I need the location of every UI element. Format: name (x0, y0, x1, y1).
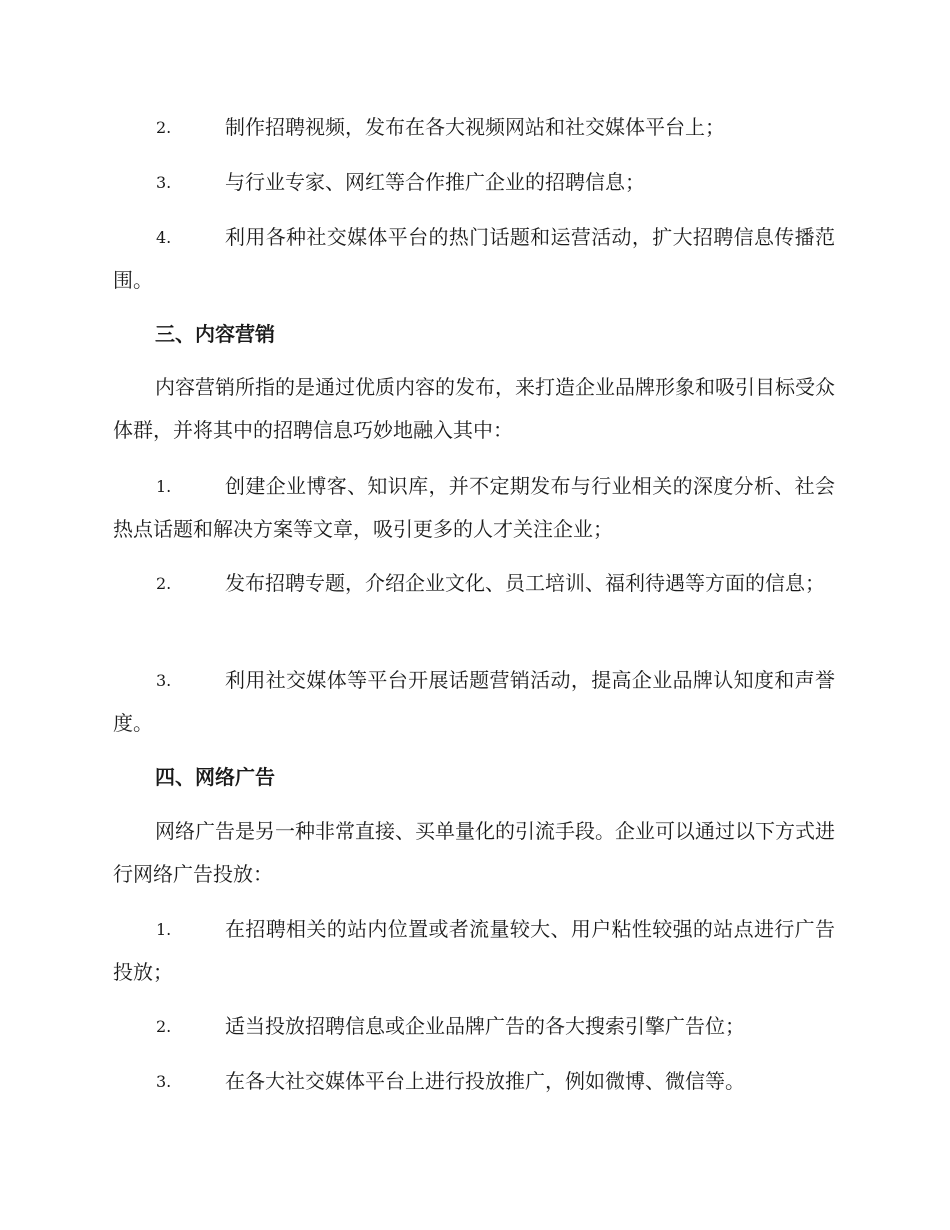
list-number: 1. (156, 920, 172, 939)
section-heading: 四、网络广告 (155, 765, 275, 789)
list-item (113, 1060, 835, 1103)
list-text: 在各大社交媒体平台上进行投放推广，例如微博、微信等。 (225, 1069, 745, 1093)
list-item (113, 659, 835, 745)
list-number: 3. (156, 671, 172, 690)
list-item (113, 908, 835, 994)
section-intro: 内容营销所指的是通过优质内容的发布，来打造企业品牌形象和吸引目标受众体群，并将其中的招聘信息巧妙地融入其中： (113, 375, 835, 442)
list-text: 制作招聘视频，发布在各大视频网站和社交媒体平台上； (225, 115, 725, 139)
list-number: 2. (156, 1017, 172, 1036)
list-number: 1. (156, 477, 172, 496)
list-number: 3. (156, 173, 172, 192)
section-heading: 三、内容营销 (155, 322, 275, 346)
list-number: 3. (156, 1072, 172, 1091)
list-number: 4. (156, 228, 172, 247)
list-item (113, 1005, 835, 1048)
list-text: 利用社交媒体等平台开展话题营销活动，提高企业品牌认知度和声誉度。 (113, 668, 835, 735)
list-number: 2. (156, 574, 172, 593)
list-text: 创建企业博客、知识库，并不定期发布与行业相关的深度分析、社会热点话题和解决方案等文章，吸引更多的人才关注企业； (113, 474, 835, 541)
list-text: 发布招聘专题，介绍企业文化、员工培训、福利待遇等方面的信息； (225, 571, 825, 595)
list-item (113, 216, 835, 302)
list-item (113, 161, 835, 204)
section-intro: 网络广告是另一种非常直接、买单量化的引流手段。企业可以通过以下方式进行网络广告投放： (113, 819, 835, 886)
list-item (113, 106, 835, 149)
list-number: 2. (156, 118, 172, 137)
list-text: 利用各种社交媒体平台的热门话题和运营活动，扩大招聘信息传播范围。 (113, 225, 835, 292)
list-text: 与行业专家、网红等合作推广企业的招聘信息； (225, 170, 645, 194)
list-item (113, 562, 835, 605)
list-item (113, 465, 835, 551)
list-text: 在招聘相关的站内位置或者流量较大、用户粘性较强的站点进行广告投放； (113, 917, 835, 984)
list-text: 适当投放招聘信息或企业品牌广告的各大搜索引擎广告位； (225, 1014, 745, 1038)
